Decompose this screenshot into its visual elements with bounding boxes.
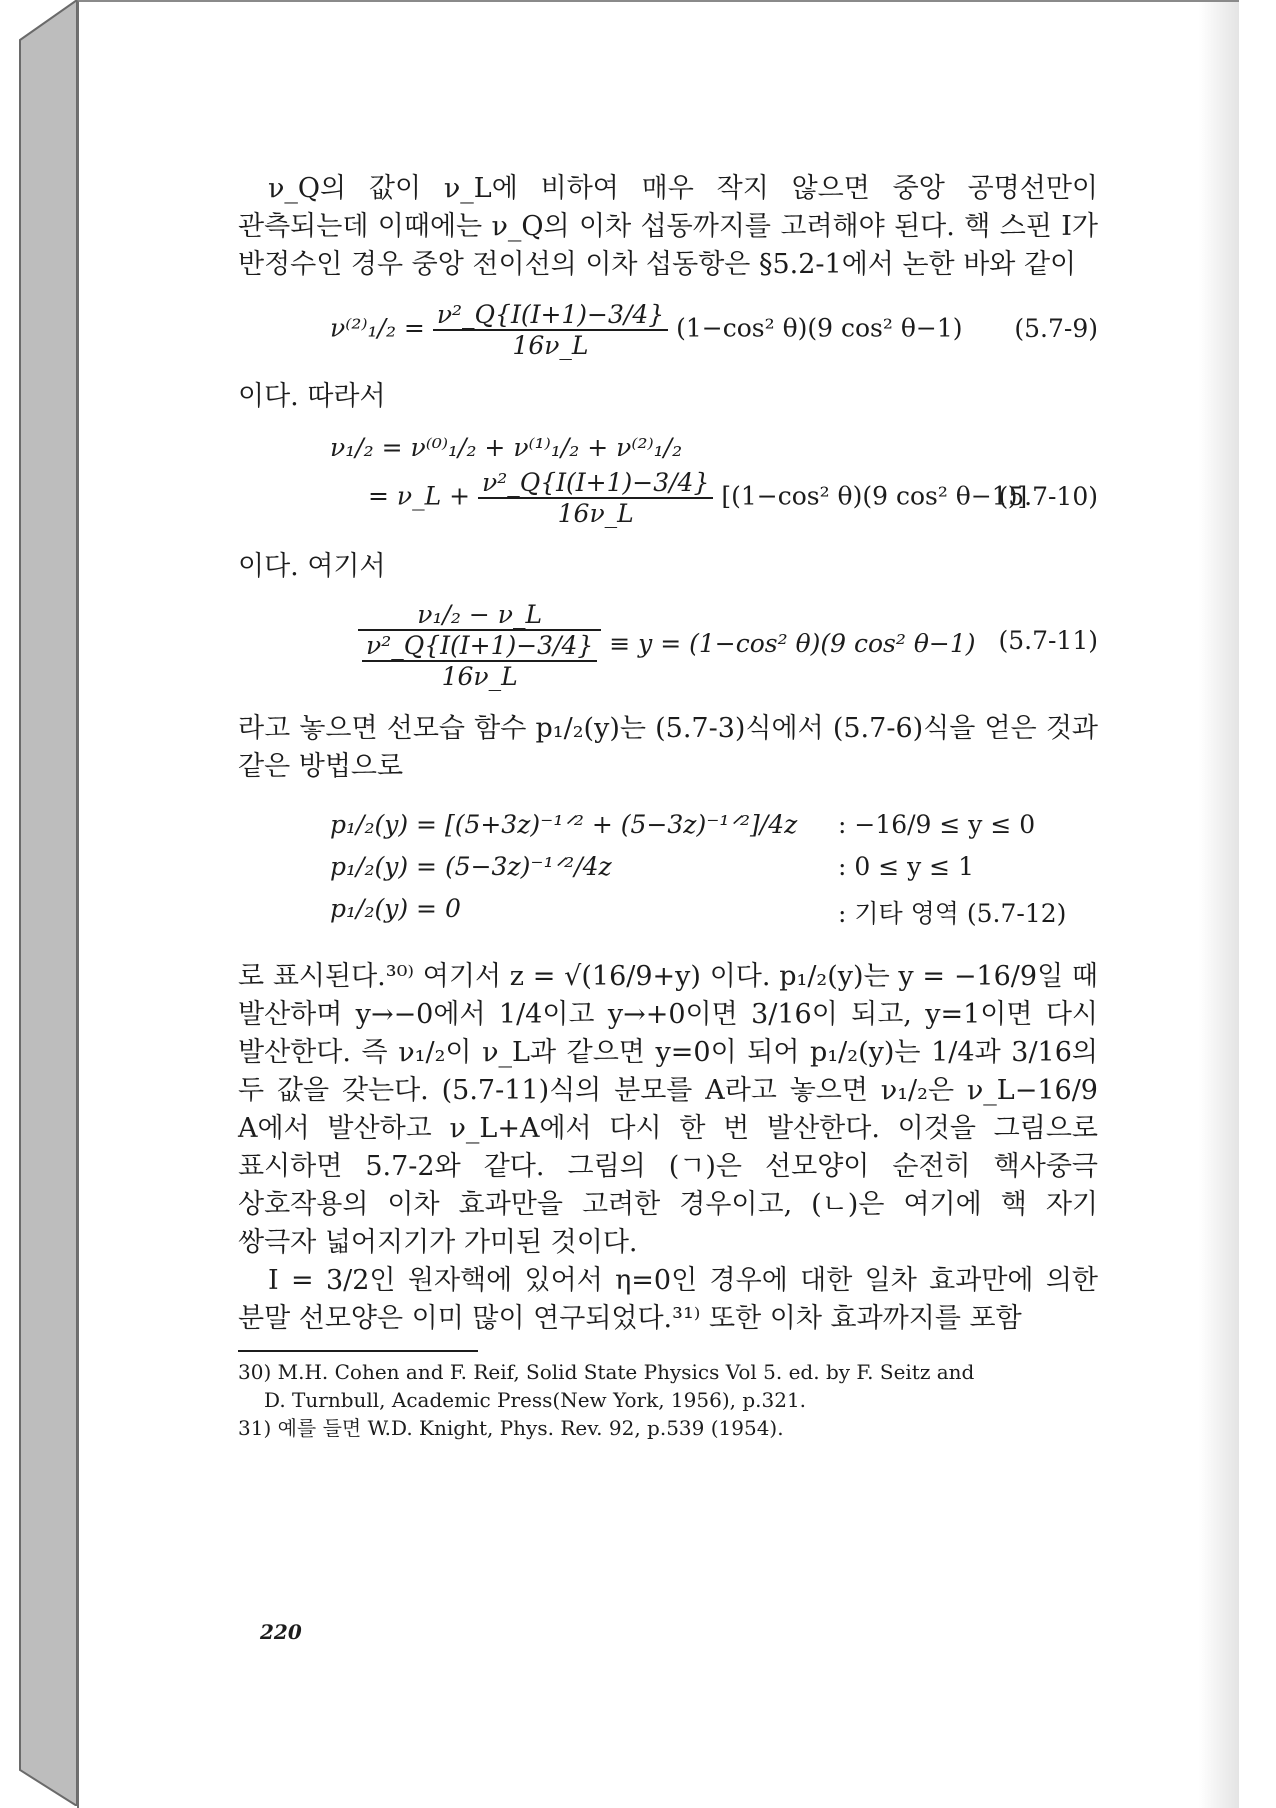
- eq1-denominator: 16ν_L: [512, 331, 589, 360]
- eq3-numerator: ν₁/₂ − ν_L: [358, 600, 601, 631]
- paragraph-2: 이다. 따라서: [238, 381, 386, 412]
- page-content: [238, 170, 1098, 1442]
- piecewise-expr-1: p₁/₂(y) = [(5+3z)⁻¹ᐟ² + (5−3z)⁻¹ᐟ²]/4z: [330, 810, 798, 839]
- paragraph-6: I = 3/2인 원자핵에 있어서 η=0인 경우에 대한 일차 효과만에 의한 분말 선모양은 이미 많이 연구되었다.³¹⁾ 또한 이차 효과까지를 포함: [238, 1265, 1098, 1334]
- page-number: 220: [260, 1620, 302, 1644]
- piecewise-expr-2: p₁/₂(y) = (5−3z)⁻¹ᐟ²/4z: [330, 852, 612, 881]
- eq3-inner-fraction: [362, 631, 597, 691]
- piecewise-expr-3: p₁/₂(y) = 0: [330, 894, 461, 923]
- eq2-label: (5.7-10): [998, 482, 1098, 511]
- paragraph-3: 이다. 여기서: [238, 551, 386, 582]
- piecewise-cond-2: : 0 ≤ y ≤ 1: [838, 852, 974, 881]
- footnote-31-line1: 31) 예를 들면 W.D. Knight, Phys. Rev. 92, p.539 (1954).: [238, 1416, 784, 1440]
- equation-5-7-10: [238, 468, 1098, 538]
- paragraph-4: 라고 놓으면 선모습 함수 p₁/₂(y)는 (5.7-3)식에서 (5.7-6)식을 얻은 것과 같은 방법으로: [238, 713, 1098, 782]
- footnote-30: [238, 1358, 1098, 1414]
- eq3-label: (5.7-11): [998, 626, 1098, 655]
- eq1-label: (5.7-9): [1014, 314, 1098, 343]
- piecewise-cond-1: : −16/9 ≤ y ≤ 0: [838, 810, 1036, 839]
- footnote-30-line2: D. Turnbull, Academic Press(New York, 1956), p.321.: [264, 1388, 807, 1412]
- eq3-rhs: ≡ y = (1−cos² θ)(9 cos² θ−1): [609, 629, 976, 658]
- eq2-numerator: ν²_Q{I(I+1)−3/4}: [478, 468, 713, 499]
- eq3-denominator: [358, 631, 601, 691]
- eq3-compound-fraction: [358, 600, 601, 691]
- piecewise-cond-3: : 기타 영역 (5.7-12): [838, 899, 1067, 928]
- paragraph-1: ν_Q의 값이 ν_L에 비하여 매우 작지 않으면 중앙 공명선만이 관측되는데 이때에는 ν_Q의 이차 섭동까지를 고려해야 된다. 핵 스핀 I가 반정수인 경우 중앙 전이선의 이차 섭동항은 §5.2-1에서 논한 바와 같이: [238, 173, 1098, 280]
- eq2-lhs: = ν_L +: [368, 481, 471, 511]
- footnote-divider: [238, 1350, 478, 1352]
- eq1-numerator: ν²_Q{I(I+1)−3/4}: [433, 300, 668, 331]
- eq1-rhs: (1−cos² θ)(9 cos² θ−1): [676, 313, 963, 343]
- eq3-inner-numerator: ν²_Q{I(I+1)−3/4}: [362, 631, 597, 662]
- eq1-lhs: ν⁽²⁾₁/₂ =: [330, 313, 425, 343]
- page-edge-shadow: [1199, 2, 1239, 1808]
- eq3-inner-denominator: 16ν_L: [441, 662, 518, 691]
- eq2-fraction: [478, 468, 713, 528]
- paragraph-5: 로 표시된다.³⁰⁾ 여기서 z = √(16/9+y) 이다. p₁/₂(y)는 y = −16/9일 때 발산하며 y→−0에서 1/4이고 y→+0이면 3/16이 되고, y=1이면 다시 발산한다. 즉 ν₁/₂이 ν_L과 같으면 y=0이 되어 p₁/₂(y)는 1/4과 3/16의 두 값을 갖는다. (5.7-11)식의 분모를 A라고 놓으면 ν₁/₂은 ν_L−16/9 A에서 발산하고 ν_L+A에서 다시 한 번 발산한다. 이것을 그림으로 표시하면 5.7-2와 같다. 그림의 (ㄱ)은 선모양이 순전히 핵사중극 상호작용의 이차 효과만을 고려한 경우이고, (ㄴ)은 여기에 핵 자기 쌍극자 넓어지기가 가미된 것이다.: [238, 961, 1098, 1258]
- equation-5-7-9: [238, 300, 1098, 370]
- eq1-fraction: [433, 300, 668, 360]
- footnote-30-line1: 30) M.H. Cohen and F. Reif, Solid State Physics Vol 5. ed. by F. Seitz and: [238, 1360, 975, 1384]
- equation-5-7-12: [238, 810, 1098, 940]
- footnote-31: [238, 1414, 1098, 1442]
- equation-5-7-11: [238, 600, 1098, 700]
- eq2-line1: ν₁/₂ = ν⁽⁰⁾₁/₂ + ν⁽¹⁾₁/₂ + ν⁽²⁾₁/₂: [330, 433, 683, 462]
- eq2-denominator: 16ν_L: [557, 499, 634, 528]
- eq2-rhs: [(1−cos² θ)(9 cos² θ−1)]: [721, 481, 1028, 511]
- equation-5-7-10-line1: [238, 428, 1098, 468]
